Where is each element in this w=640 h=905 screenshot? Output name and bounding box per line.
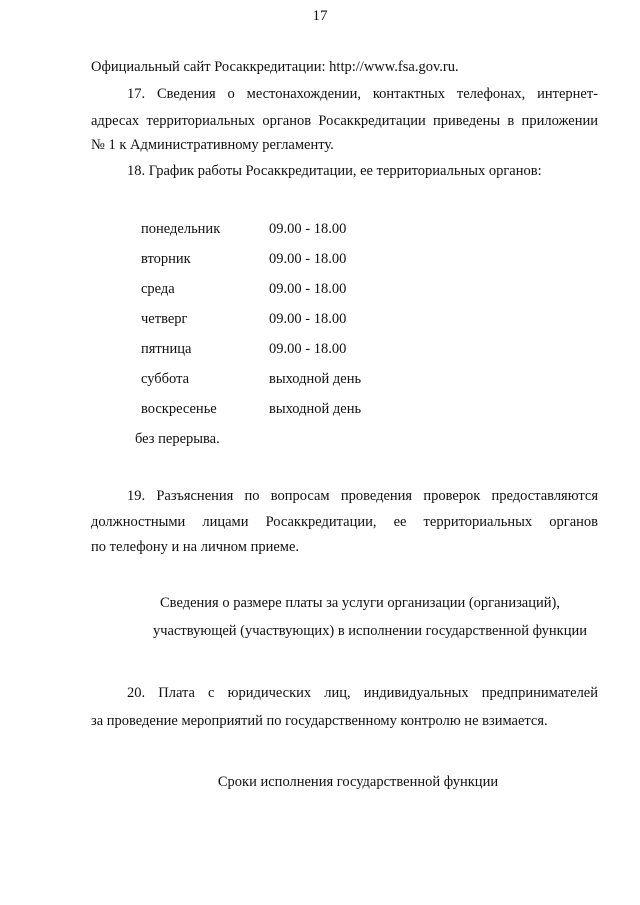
schedule-day: суббота bbox=[141, 371, 190, 387]
schedule-time: 09.00 - 18.00 bbox=[269, 341, 347, 357]
paragraph-17-line-1: 17. Сведения о местонахождении, контактных телефонах, интернет- bbox=[127, 86, 598, 102]
schedule-row bbox=[141, 400, 441, 418]
schedule-day: среда bbox=[141, 281, 175, 297]
schedule-day: вторник bbox=[141, 251, 191, 267]
schedule-day: пятница bbox=[141, 341, 192, 357]
paragraph-17-line-2: адресах территориальных органов Росаккредитации приведены в приложении bbox=[91, 113, 598, 129]
paragraph-19-line-3: по телефону и на личном приеме. bbox=[91, 539, 300, 555]
schedule-row bbox=[141, 310, 441, 328]
paragraph-20-line-2: за проведение мероприятий по государственному контролю не взимается. bbox=[91, 713, 548, 729]
schedule-row bbox=[141, 370, 441, 388]
schedule-time: 09.00 - 18.00 bbox=[269, 251, 347, 267]
schedule-time: 09.00 - 18.00 bbox=[269, 311, 347, 327]
paragraph-18-line-1: 18. График работы Росаккредитации, ее территориальных органов: bbox=[127, 163, 542, 179]
schedule-day: воскресенье bbox=[141, 401, 217, 417]
schedule-time: выходной день bbox=[269, 371, 362, 387]
schedule-time: выходной день bbox=[269, 401, 362, 417]
official-site-line: Официальный сайт Росаккредитации: http://www.fsa.gov.ru. bbox=[91, 59, 459, 75]
paragraph-20-line-1: 20. Плата с юридических лиц, индивидуальных предпринимателей bbox=[127, 685, 598, 701]
schedule-note: без перерыва. bbox=[135, 431, 220, 447]
schedule-row bbox=[141, 250, 441, 268]
schedule-row bbox=[141, 280, 441, 298]
schedule-day: четверг bbox=[141, 311, 188, 327]
schedule-row bbox=[141, 220, 441, 238]
fee-heading-line-1: Сведения о размере платы за услуги организации (организаций), bbox=[160, 595, 560, 611]
paragraph-19-line-2: должностными лицами Росаккредитации, ее территориальных органов bbox=[91, 514, 598, 530]
schedule-day: понедельник bbox=[141, 221, 221, 237]
schedule-time: 09.00 - 18.00 bbox=[269, 221, 347, 237]
schedule-row bbox=[141, 340, 441, 358]
paragraph-19-line-1: 19. Разъяснения по вопросам проведения проверок предоставляются bbox=[127, 488, 598, 504]
page-number: 17 bbox=[312, 8, 328, 24]
paragraph-17-line-3: № 1 к Административному регламенту. bbox=[91, 137, 334, 153]
terms-heading: Сроки исполнения государственной функции bbox=[217, 774, 499, 790]
fee-heading-line-2: участвующей (участвующих) в исполнении государственной функции bbox=[153, 623, 587, 639]
schedule-time: 09.00 - 18.00 bbox=[269, 281, 347, 297]
